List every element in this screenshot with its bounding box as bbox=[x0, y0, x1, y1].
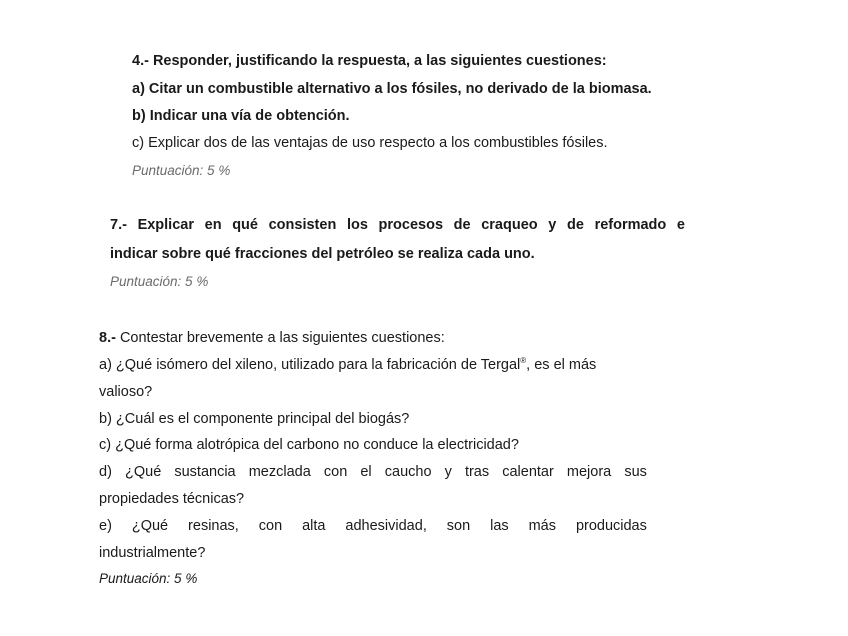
q7-word: procesos bbox=[378, 217, 444, 233]
q7-word: consisten bbox=[268, 217, 337, 233]
q8-d-word: y bbox=[444, 464, 452, 480]
q7-word: qué bbox=[232, 217, 258, 233]
question-8-score: Puntuación: 5 % bbox=[99, 571, 198, 586]
question-8-item-b: b) ¿Cuál es el componente principal del biogás? bbox=[99, 411, 410, 427]
question-8-number: 8.- bbox=[99, 330, 116, 346]
q8-e-word: producidas bbox=[575, 518, 647, 534]
question-4-item-c: c) Explicar dos de las ventajas de uso respecto a los combustibles fósiles. bbox=[132, 135, 608, 151]
question-8-item-d-line-1 bbox=[99, 463, 647, 481]
q7-word: en bbox=[204, 217, 222, 233]
question-8-item-a-line-2: valioso? bbox=[99, 384, 153, 400]
q8-e-word: ¿Qué bbox=[131, 518, 169, 534]
q8-e-word: son bbox=[446, 518, 471, 534]
question-7-line-1 bbox=[110, 216, 685, 234]
q7-word: de bbox=[567, 217, 584, 233]
question-4-item-a: a) Citar un combustible alternativo a los fósiles, no derivado de la biomasa. bbox=[132, 81, 652, 97]
question-8-item-d-line-2: propiedades técnicas? bbox=[99, 491, 245, 507]
question-8-intro-text: Contestar brevemente a las siguientes cuestiones: bbox=[115, 330, 445, 346]
q8-d-word: el bbox=[360, 464, 372, 480]
q8-e-word: con bbox=[258, 518, 283, 534]
q8-e-word: alta bbox=[302, 518, 326, 534]
question-8-item-e-line-2: industrialmente? bbox=[99, 545, 206, 561]
q8-d-word: sustancia bbox=[174, 464, 236, 480]
q8-d-word: tras bbox=[464, 464, 490, 480]
registered-mark: ® bbox=[520, 356, 527, 366]
q8-a-text: a) ¿Qué isómero del xileno, utilizado para la fabricación de Tergal bbox=[99, 357, 521, 373]
q8-a-text-end: , es el más bbox=[526, 357, 597, 373]
question-8-item-c: c) ¿Qué forma alotrópica del carbono no conduce la electricidad? bbox=[99, 437, 519, 453]
question-8-intro bbox=[99, 329, 445, 347]
q7-word: de bbox=[453, 217, 471, 233]
q8-e-word: más bbox=[528, 518, 556, 534]
q8-e-word: adhesividad, bbox=[345, 518, 427, 534]
question-4-score: Puntuación: 5 % bbox=[132, 163, 231, 178]
question-8-item-e-line-1 bbox=[99, 517, 647, 535]
q7-word: 7.- bbox=[110, 217, 127, 233]
q8-d-word: mezclada bbox=[248, 464, 311, 480]
question-7-score: Puntuación: 5 % bbox=[110, 274, 209, 289]
q8-d-word: con bbox=[323, 464, 348, 480]
q8-d-word: caucho bbox=[384, 464, 432, 480]
q7-word: craqueo bbox=[481, 217, 538, 233]
q8-e-word: las bbox=[490, 518, 509, 534]
question-7-line-2: indicar sobre qué fracciones del petróleo se realiza cada uno. bbox=[110, 246, 535, 262]
q8-e-word: resinas, bbox=[188, 518, 239, 534]
q7-word: e bbox=[676, 217, 685, 233]
question-4-title: 4.- Responder, justificando la respuesta, a las siguientes cuestiones: bbox=[132, 53, 607, 69]
q8-d-word: ¿Qué bbox=[125, 464, 162, 480]
q7-word: Explicar bbox=[137, 217, 194, 233]
question-8-item-a-line-1 bbox=[99, 356, 596, 374]
q8-d-word: calentar bbox=[502, 464, 554, 480]
q7-word: y bbox=[548, 217, 557, 233]
q8-d-word: d) bbox=[99, 464, 112, 480]
q8-d-word: sus bbox=[624, 464, 647, 480]
q8-e-word: e) bbox=[99, 518, 112, 534]
question-4-item-b: b) Indicar una vía de obtención. bbox=[132, 108, 350, 124]
q7-word: reformado bbox=[594, 217, 667, 233]
q8-d-word: mejora bbox=[566, 464, 612, 480]
q7-word: los bbox=[346, 217, 368, 233]
